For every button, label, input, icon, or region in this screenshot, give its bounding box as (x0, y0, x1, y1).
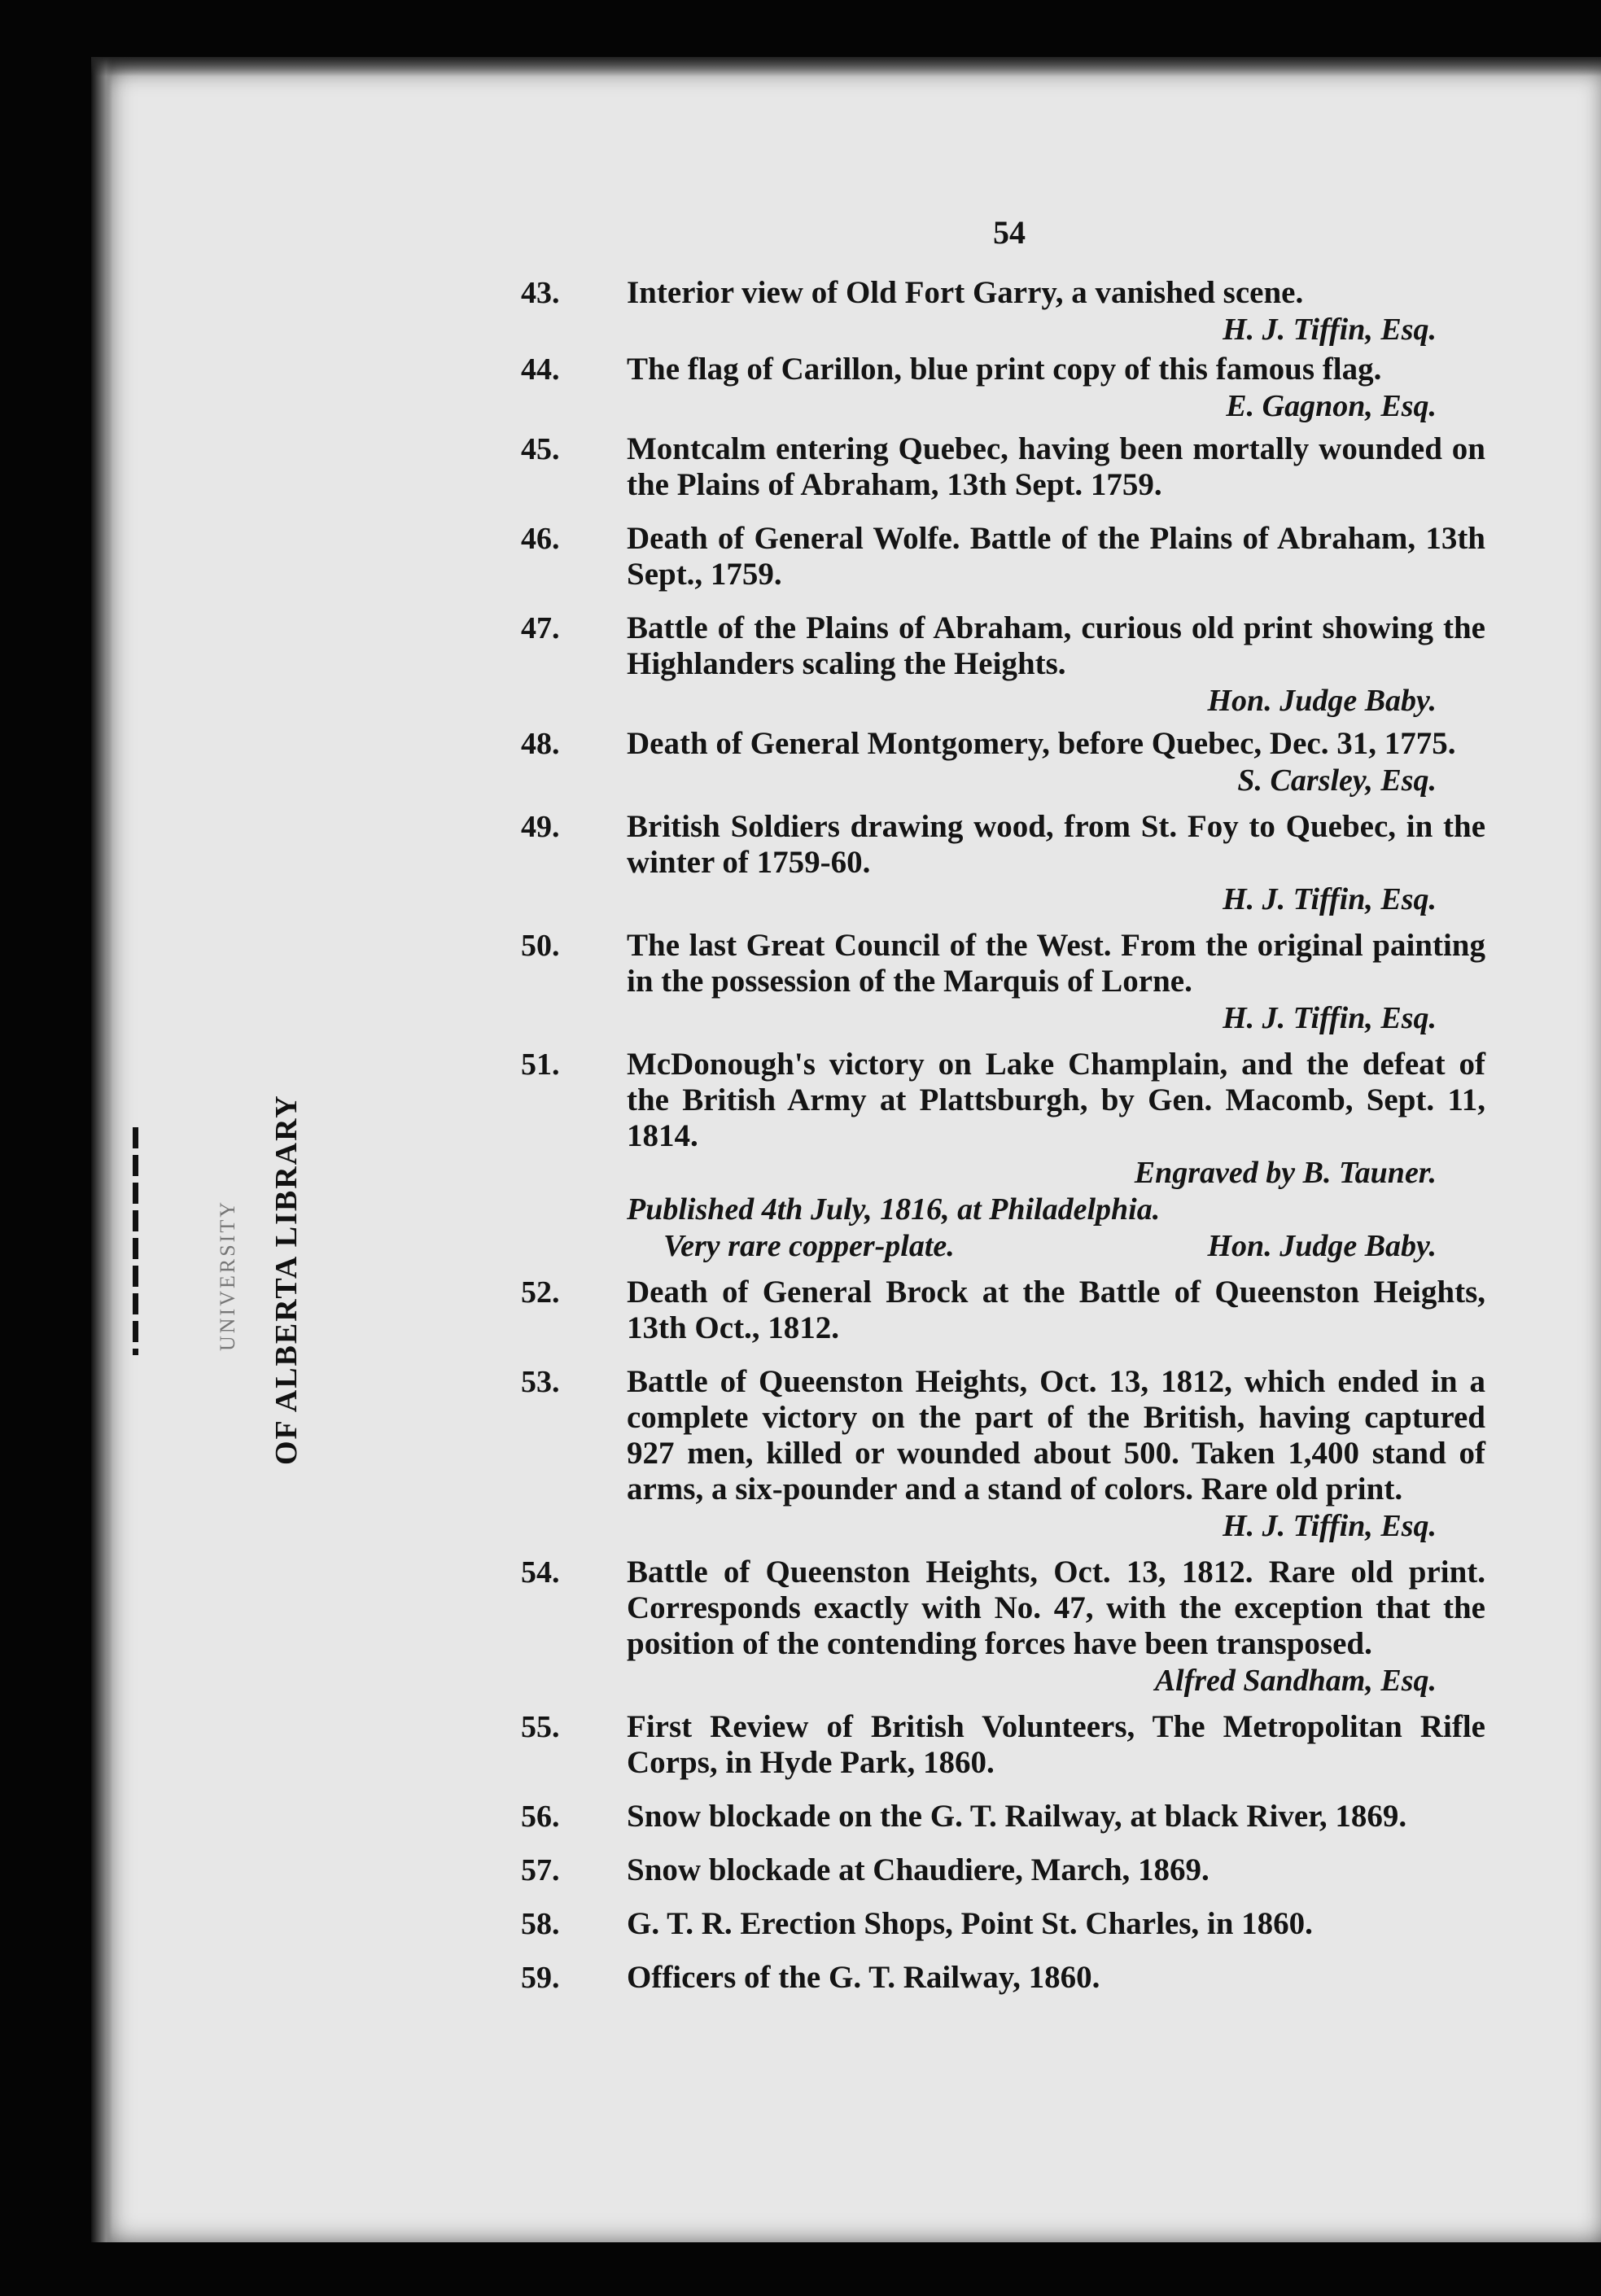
entry-number: 47. (521, 611, 560, 645)
entry-credit: S. Carsley, Esq. (1237, 763, 1437, 798)
entry-number: 58. (521, 1907, 560, 1941)
entry-number: 55. (521, 1710, 560, 1744)
entry-number: 49. (521, 810, 560, 844)
entry-note-row (663, 1227, 1485, 1265)
entry-text: Snow blockade on the G. T. Railway, at black River, 1869. (627, 1799, 1407, 1834)
entry-credit: H. J. Tiffin, Esq. (1223, 882, 1437, 916)
entry-text: Death of General Wolfe. Battle of the Plains of Abraham, 13th Sept., 1759. (627, 521, 1485, 592)
binding-shadow (91, 57, 112, 2242)
list-item (521, 1799, 1485, 1835)
list-item (521, 1960, 1485, 1996)
list-item (521, 1906, 1485, 1942)
entry-text: Death of General Brock at the Battle of Queenston Heights, 13th Oct., 1812. (627, 1275, 1485, 1345)
entry-text: The flag of Carillon, blue print copy of this famous flag. (627, 352, 1382, 387)
list-item (521, 1709, 1485, 1781)
entry-number: 45. (521, 432, 560, 466)
entry-credit: E. Gagnon, Esq. (1226, 389, 1437, 423)
margin-mark (133, 1127, 138, 1355)
entry-note: Very rare copper-plate. (663, 1229, 955, 1263)
top-shadow (91, 57, 1601, 77)
entry-text: British Soldiers drawing wood, from St. Foy to Quebec, in the winter of 1759-60. (627, 809, 1485, 880)
entry-publication: Published 4th July, 1816, at Philadelphia. (627, 1192, 1161, 1227)
list-item (521, 726, 1485, 799)
entry-text: Battle of Queenston Heights, Oct. 13, 1812. Rare old print. Corresponds exactly with No. 47, with the exception that the position of the contending forces have been transposed. (627, 1555, 1485, 1661)
library-stamp: OF ALBERTA LIBRARY (269, 1094, 304, 1465)
entry-text: The last Great Council of the West. From the original painting in the possession of the Marquis of Lorne. (627, 928, 1485, 999)
entry-number: 52. (521, 1275, 560, 1310)
entry-number: 57. (521, 1853, 560, 1887)
entry-credit: Alfred Sandham, Esq. (1154, 1664, 1437, 1698)
entry-text: Battle of Queenston Heights, Oct. 13, 1812, which ended in a complete victory on the part of the British, having captured 927 men, killed or wounded about 500. Taken 1,400 stand of arms, a six-pounder and a stand of colors. Rare old print. (627, 1364, 1485, 1507)
entry-text: Snow blockade at Chaudiere, March, 1869. (627, 1852, 1209, 1887)
list-item (521, 275, 1485, 348)
entry-text: McDonough's victory on Lake Champlain, and the defeat of the British Army at Plattsburgh, by Gen. Macomb, Sept. 11, 1814. (627, 1047, 1485, 1153)
list-item (521, 1364, 1485, 1545)
list-item (521, 809, 1485, 918)
entry-number: 56. (521, 1800, 560, 1834)
entry-text: Battle of the Plains of Abraham, curious old print showing the Highlanders scaling the Heights. (627, 610, 1485, 681)
entry-number: 46. (521, 522, 560, 556)
list-item (521, 521, 1485, 593)
entry-text: Death of General Montgomery, before Quebec, Dec. 31, 1775. (627, 726, 1456, 761)
list-item (521, 1275, 1485, 1346)
entry-number: 44. (521, 352, 560, 387)
entry-credit: Engraved by B. Tauner. (1134, 1156, 1437, 1190)
entry-text: Interior view of Old Fort Garry, a vanished scene. (627, 275, 1304, 310)
entry-text: First Review of British Volunteers, The Metropolitan Rifle Corps, in Hyde Park, 1860. (627, 1709, 1485, 1780)
list-item (521, 1047, 1485, 1265)
page-number: 54 (993, 214, 1026, 251)
entry-credit: Hon. Judge Baby. (1207, 684, 1437, 718)
entry-credit: H. J. Tiffin, Esq. (1223, 1001, 1437, 1035)
entry-number: 43. (521, 276, 560, 310)
entry-number: 48. (521, 727, 560, 761)
entry-credit: H. J. Tiffin, Esq. (1223, 1509, 1437, 1543)
catalogue-entries (521, 275, 1485, 1996)
list-item (521, 352, 1485, 425)
entry-text: G. T. R. Erection Shops, Point St. Charles, in 1860. (627, 1906, 1313, 1941)
entry-text: Officers of the G. T. Railway, 1860. (627, 1960, 1100, 1995)
entry-number: 59. (521, 1961, 560, 1995)
entry-note-credit: Hon. Judge Baby. (1207, 1229, 1437, 1263)
entry-number: 54. (521, 1555, 560, 1590)
library-stamp-faint: UNIVERSITY (216, 1200, 239, 1351)
list-item (521, 610, 1485, 719)
entry-number: 53. (521, 1365, 560, 1399)
list-item (521, 928, 1485, 1037)
list-item (521, 1852, 1485, 1888)
entry-credit: H. J. Tiffin, Esq. (1223, 313, 1437, 347)
list-item (521, 1555, 1485, 1699)
entry-number: 51. (521, 1047, 560, 1082)
entry-text: Montcalm entering Quebec, having been mortally wounded on the Plains of Abraham, 13th Sept. 1759. (627, 431, 1485, 502)
entry-number: 50. (521, 929, 560, 963)
list-item (521, 431, 1485, 503)
